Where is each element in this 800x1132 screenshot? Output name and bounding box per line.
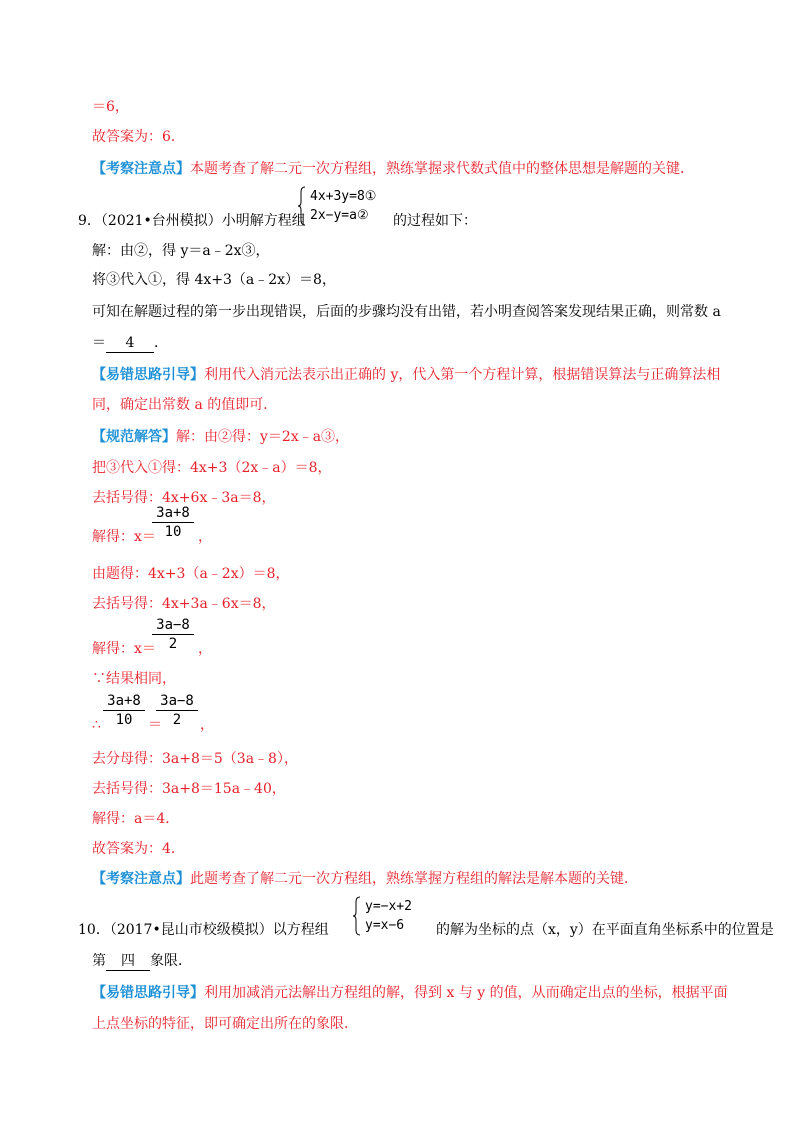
q9-solution-line4-end: ， (198, 529, 212, 545)
q9-step1: 解：由②，得 y＝a﹣2x③， (92, 243, 270, 259)
q10-heading (78, 921, 329, 939)
q9-solution-line10: 去分母得：3a+8＝5（3a﹣8）， (92, 751, 298, 767)
fraction-denominator: 2 (172, 712, 182, 728)
q9-hint-line1 (92, 366, 720, 384)
q9-eq1: 4x+3y=8① (310, 189, 377, 204)
q9-solution-line2: 把③代入①得：4x+3（2x﹣a）＝8， (92, 460, 332, 476)
q9-heading-b: 的过程如下： (393, 213, 477, 229)
answer-prefix: 第 (92, 953, 106, 969)
solve-prefix: 解得：x＝ (92, 641, 156, 657)
q9-note (92, 870, 638, 888)
q9-equals: ＝ (148, 717, 162, 733)
q9-solution-line7 (92, 640, 156, 658)
note-tag: 【考察注意点】 (92, 871, 190, 887)
q9-therefore: ∴ (92, 717, 101, 733)
q10-answer-blank: 四 (106, 952, 150, 971)
note-text: 本题考查了解二元一次方程组，熟练掌握求代数式值中的整体思想是解题的关键． (190, 161, 694, 177)
q9-solution-line8: ∵结果相同， (92, 671, 176, 687)
q10-hint-line1 (92, 984, 728, 1002)
answer-suffix: ． (154, 335, 168, 351)
q9-fraction-4 (156, 692, 198, 729)
q10-eq1: y=−x+2 (365, 899, 412, 914)
q9-solution-line4 (92, 528, 156, 546)
brace-icon (298, 186, 306, 226)
q9-solution-line11: 去括号得：3a+8＝15a﹣40， (92, 781, 286, 797)
fraction-denominator: 2 (168, 636, 178, 652)
q9-fraction-2 (152, 616, 194, 653)
fraction-numerator: 3a+8 (156, 505, 190, 521)
q10-equation-system (353, 896, 433, 936)
fraction-numerator: 3a+8 (107, 693, 141, 709)
q10-hint-line2: 上点坐标的特征，即可确定出所在的象限． (92, 1016, 358, 1032)
prev-note (92, 160, 694, 178)
q9-solution-line5: 由题得：4x+3（a﹣2x）＝8， (92, 566, 290, 582)
q9-hint-line2: 同，确定出常数 a 的值即可． (92, 397, 278, 413)
q10-heading-a: 10．（2017•昆山市校级模拟）以方程组 (78, 922, 329, 938)
q9-equation-system (298, 186, 388, 226)
q9-answer-line (92, 334, 168, 353)
q9-solution-line3: 去括号得：4x+6x﹣3a＝8， (92, 490, 276, 506)
q9-step3: 可知在解题过程的第一步出现错误，后面的步骤均没有出错，若小明查阅答案发现结果正确，则常数 a (92, 304, 721, 320)
fraction-numerator: 3a−8 (160, 693, 194, 709)
q10-eq2: y=x−6 (365, 918, 405, 933)
note-text: 此题考查了解二元一次方程组，熟练掌握方程组的解法是解本题的关键． (190, 871, 638, 887)
q9-eq2: 2x−y=a② (310, 208, 369, 223)
note-tag: 【考察注意点】 (92, 161, 190, 177)
brace-icon (353, 896, 361, 936)
solution-tag: 【规范解答】 (92, 429, 176, 445)
q9-therefore-end: ， (200, 717, 214, 733)
fraction-numerator: 3a−8 (156, 617, 190, 633)
prev-answer-line: 故答案为：6． (92, 129, 185, 145)
answer-prefix: ＝ (92, 335, 106, 351)
q9-solution-line1 (92, 428, 349, 446)
q9-step2: 将③代入①，得 4x+3（a﹣2x）＝8， (92, 272, 336, 288)
q9-solution-line7-end: ， (198, 641, 212, 657)
solve-prefix: 解得：x＝ (92, 529, 156, 545)
q9-answer-blank: 4 (106, 334, 154, 353)
answer-suffix: 象限． (150, 953, 192, 969)
hint-tag: 【易错思路引导】 (92, 367, 204, 383)
prev-result-line: ＝6， (92, 99, 129, 115)
q10-heading-b: 的解为坐标的点（x，y）在平面直角坐标系中的位置是 (436, 922, 774, 938)
fraction-denominator: 10 (115, 712, 133, 728)
q9-fraction-3 (103, 692, 145, 729)
hint-text: 利用加减消元法解出方程组的解，得到 x 与 y 的值，从而确定出点的坐标，根据平面 (204, 985, 728, 1001)
solution-text: 解：由②得：y＝2x﹣a③， (176, 429, 350, 445)
q9-heading (78, 212, 306, 230)
q9-solution-line13: 故答案为：4． (92, 841, 185, 857)
q10-answer-line (92, 952, 192, 971)
q9-solution-line12: 解得：a＝4． (92, 811, 180, 827)
hint-tag: 【易错思路引导】 (92, 985, 204, 1001)
hint-text: 利用代入消元法表示出正确的 y，代入第一个方程计算，根据错误算法与正确算法相 (204, 367, 721, 383)
fraction-denominator: 10 (164, 524, 182, 540)
q9-fraction-1 (152, 504, 194, 541)
q9-solution-line6: 去括号得：4x+3a﹣6x＝8， (92, 596, 276, 612)
q9-heading-a: 9．（2021•台州模拟）小明解方程组 (78, 213, 306, 229)
